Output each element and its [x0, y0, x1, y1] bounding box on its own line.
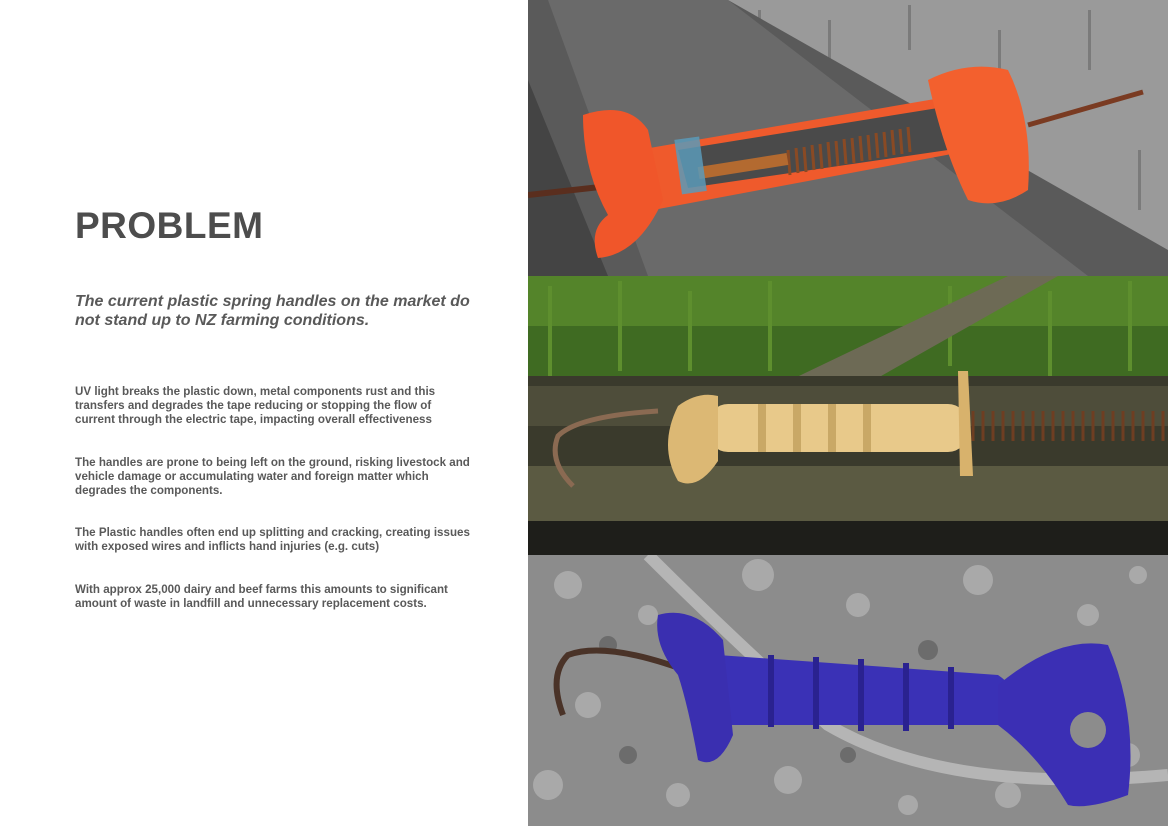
photo-orange-handle — [528, 0, 1168, 276]
page-title: PROBLEM — [75, 205, 264, 246]
paragraph-waste: With approx 25,000 dairy and beef farms this amounts to significant amount of waste in landfill and unnecessary replacement costs. — [75, 583, 448, 611]
photo-blue-handle — [528, 555, 1168, 826]
text-panel — [0, 0, 528, 826]
paragraph-left-on-ground: The handles are prone to being left on the ground, risking livestock and vehicle damage or accumulating water and foreign matter which degrades the components. — [75, 456, 470, 498]
paragraph-splitting: The Plastic handles often end up splitting and cracking, creating issues with exposed wires and inflicts hand injuries (e.g. cuts) — [75, 526, 470, 554]
problem-statement: The current plastic spring handles on the market do not stand up to NZ farming conditions. — [75, 293, 470, 329]
photo-yellow-handle — [528, 276, 1168, 555]
paragraph-uv-rust: UV light breaks the plastic down, metal components rust and this transfers and degrades the tape reducing or stopping the flow of current through the electric tape, impacting overall effectiveness — [75, 385, 436, 427]
